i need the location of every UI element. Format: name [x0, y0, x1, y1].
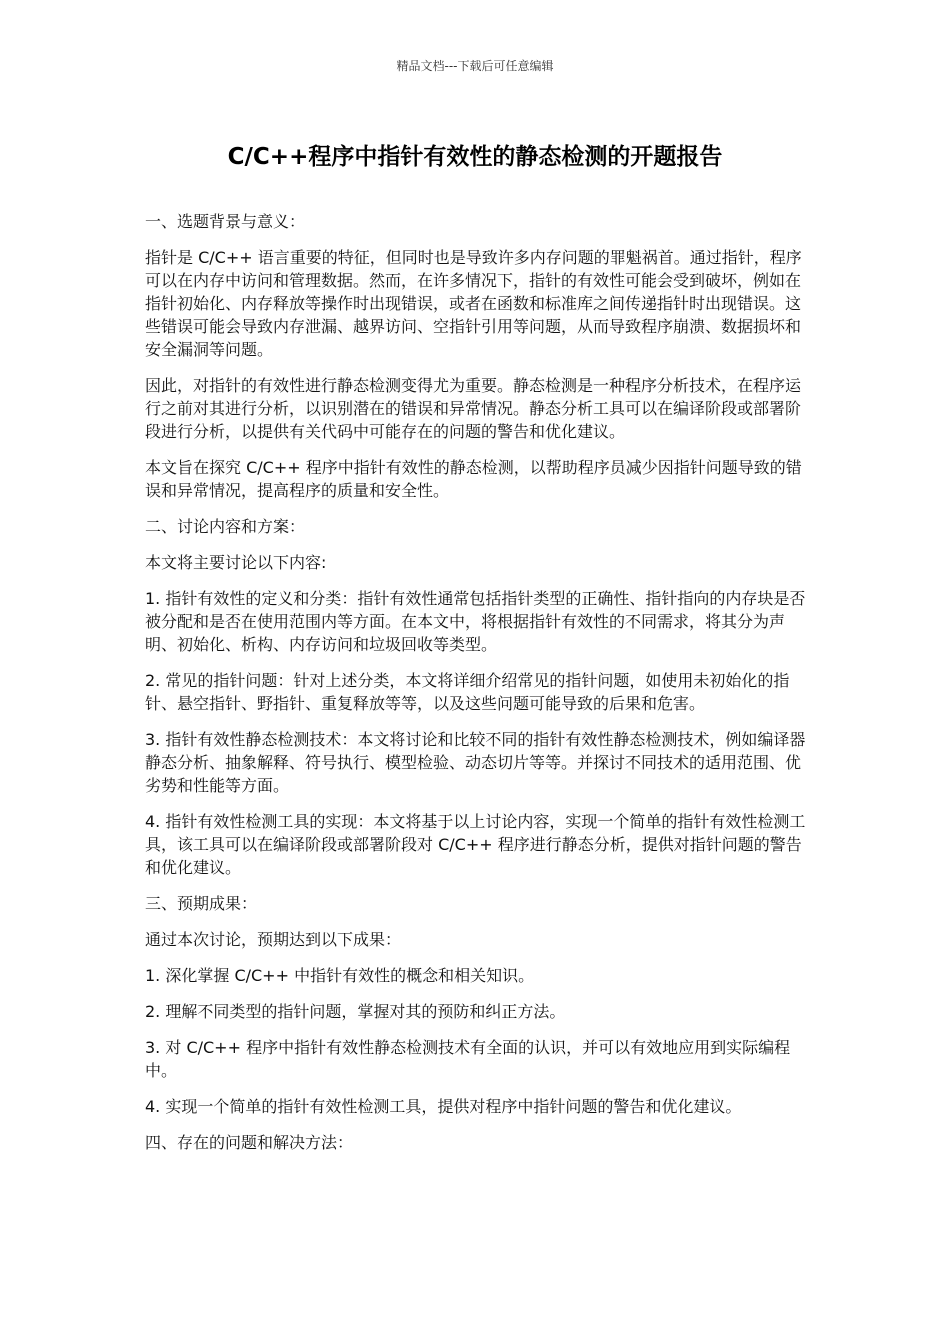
- list-item-definition: 1. 指针有效性的定义和分类：指针有效性通常包括指针类型的正确性、指针指向的内存块是否被分配和是否在使用范围内等方面。在本文中，将根据指针有效性的不同需求，将其分为声明、初始化、析构、内存访问和垃圾回收等类型。: [145, 589, 806, 654]
- list-item-common-problems: 2. 常见的指针问题：针对上述分类，本文将详细介绍常见的指针问题，如使用未初始化的指针、悬空指针、野指针、重复释放等等，以及这些问题可能导致的后果和危害。: [145, 671, 790, 713]
- paragraph-purpose: 本文旨在探究 C/C++ 程序中指针有效性的静态检测，以帮助程序员减少因指针问题导致的错误和异常情况，提高程序的质量和安全性。: [145, 458, 802, 500]
- list-item-result-3: 3. 对 C/C++ 程序中指针有效性静态检测技术有全面的认识，并可以有效地应用到实际编程中。: [145, 1038, 791, 1080]
- paragraph-pointer-intro: 指针是 C/C++ 语言重要的特征，但同时也是导致许多内存问题的罪魁祸首。通过指针，程序可以在内存中访问和管理数据。然而，在许多情况下，指针的有效性可能会受到破坏，例如在指针初始化、内存释放等操作时出现错误，或者在函数和标准库之间传递指针时出现错误。这些错误可能会导致内存泄漏、越界访问、空指针引用等问题，从而导致程序崩溃、数据损坏和安全漏洞等问题。: [145, 248, 802, 359]
- paragraph-results-intro: 通过本次讨论，预期达到以下成果：: [145, 930, 402, 949]
- list-item-techniques: 3. 指针有效性静态检测技术：本文将讨论和比较不同的指针有效性静态检测技术，例如编译器静态分析、抽象解释、符号执行、模型检验、动态切片等等。并探讨不同技术的适用范围、优劣势和性能等方面。: [145, 730, 806, 795]
- list-item-tool: 4. 指针有效性检测工具的实现：本文将基于以上讨论内容，实现一个简单的指针有效性检测工具，该工具可以在编译阶段或部署阶段对 C/C++ 程序进行静态分析，提供对指针问题的警告和优化建议。: [145, 812, 806, 877]
- paragraph-static-detection: 因此，对指针的有效性进行静态检测变得尤为重要。静态检测是一种程序分析技术，在程序运行之前对其进行分析，以识别潜在的错误和异常情况。静态分析工具可以在编译阶段或部署阶段进行分析，以提供有关代码中可能存在的问题的警告和优化建议。: [145, 376, 802, 441]
- section-heading-content: 二、讨论内容和方案：: [145, 517, 306, 536]
- document-body: [145, 210, 810, 1167]
- section-heading-results: 三、预期成果：: [145, 894, 258, 913]
- paragraph-content-intro: 本文将主要讨论以下内容:: [145, 553, 327, 572]
- list-item-result-1: 1. 深化掌握 C/C++ 中指针有效性的概念和相关知识。: [145, 966, 535, 985]
- document-title: C/C++程序中指针有效性的静态检测的开题报告: [227, 144, 723, 170]
- list-item-result-2: 2. 理解不同类型的指针问题，掌握对其的预防和纠正方法。: [145, 1002, 566, 1021]
- list-item-result-4: 4. 实现一个简单的指针有效性检测工具，提供对程序中指针问题的警告和优化建议。: [145, 1097, 742, 1116]
- header-note: 精品文档---下载后可任意编辑: [396, 59, 554, 73]
- section-heading-background: 一、选题背景与意义：: [145, 212, 306, 231]
- section-heading-problems: 四、存在的问题和解决方法：: [145, 1133, 354, 1152]
